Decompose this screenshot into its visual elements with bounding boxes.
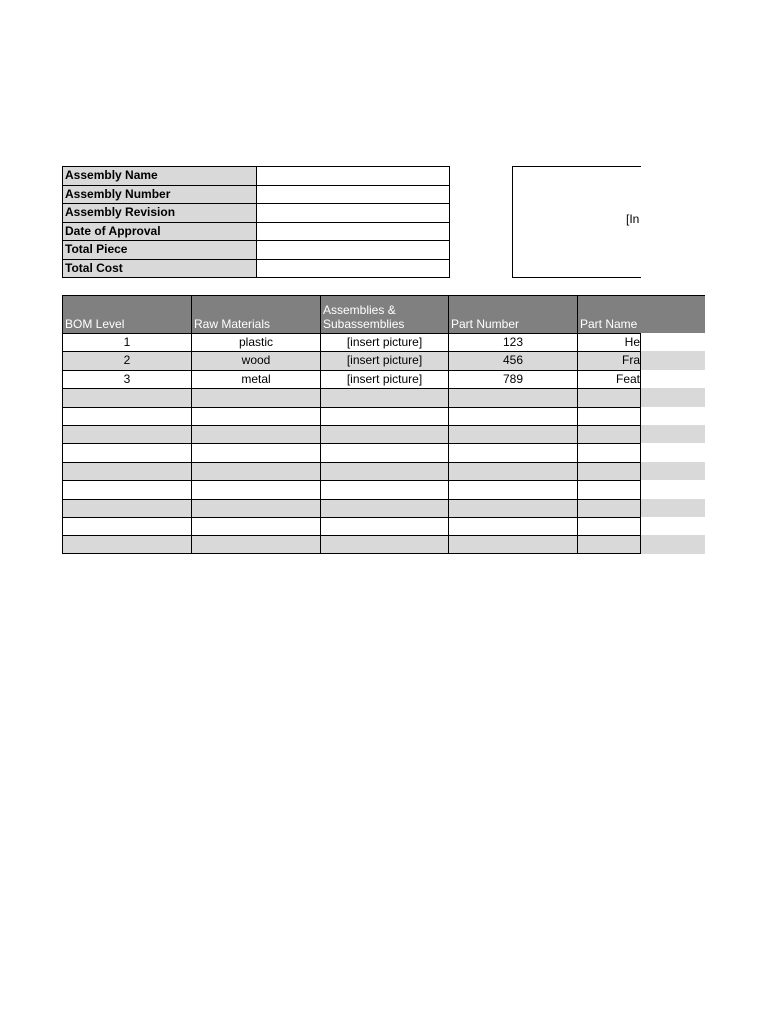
info-row: [63, 167, 450, 186]
assembly-cell[interactable]: [insert picture]: [320, 333, 448, 351]
table-row: [62, 443, 705, 461]
table-row: [62, 499, 705, 517]
part-number-cell[interactable]: 789: [448, 370, 577, 388]
assembly-cell[interactable]: [320, 499, 448, 517]
assembly-cell[interactable]: [320, 462, 448, 480]
part-name-cell[interactable]: [577, 443, 641, 461]
assembly-cell[interactable]: [320, 407, 448, 425]
row-overflow-fill: [641, 480, 705, 498]
date-of-approval-label: Date of Approval: [63, 222, 257, 241]
bom-level-cell[interactable]: [62, 443, 191, 461]
header-assemblies-line2: Subassemblies: [323, 317, 405, 331]
date-of-approval-value[interactable]: [257, 222, 450, 241]
info-row: [63, 259, 450, 278]
part-name-cell[interactable]: [577, 480, 641, 498]
bom-level-cell[interactable]: [62, 425, 191, 443]
assembly-picture-placeholder[interactable]: [512, 166, 641, 278]
bom-level-cell[interactable]: [62, 499, 191, 517]
raw-material-cell[interactable]: [191, 480, 320, 498]
raw-material-cell[interactable]: [191, 499, 320, 517]
row-overflow-fill: [641, 499, 705, 517]
row-overflow-fill: [641, 517, 705, 535]
part-name-cell[interactable]: [577, 425, 641, 443]
bom-table: [62, 295, 705, 554]
part-name-cell[interactable]: [577, 517, 641, 535]
raw-material-cell[interactable]: metal: [191, 370, 320, 388]
bom-level-cell[interactable]: [62, 407, 191, 425]
part-number-cell[interactable]: 456: [448, 351, 577, 369]
raw-material-cell[interactable]: [191, 517, 320, 535]
assembly-name-value[interactable]: [257, 167, 450, 186]
table-row: [62, 388, 705, 406]
header-overflow-fill: [641, 295, 705, 333]
info-row: [63, 241, 450, 260]
header-part-name: Part Name: [577, 295, 641, 333]
table-row: [62, 351, 705, 369]
part-number-cell[interactable]: [448, 499, 577, 517]
row-overflow-fill: [641, 462, 705, 480]
row-overflow-fill: [641, 333, 705, 351]
table-row: [62, 407, 705, 425]
bom-level-cell[interactable]: 2: [62, 351, 191, 369]
table-row: [62, 535, 705, 553]
assembly-info-table: [62, 166, 450, 278]
info-row: [63, 204, 450, 223]
part-name-cell[interactable]: [577, 535, 641, 553]
row-overflow-fill: [641, 443, 705, 461]
table-row: [62, 333, 705, 351]
part-name-cell[interactable]: He: [577, 333, 641, 351]
assembly-number-value[interactable]: [257, 185, 450, 204]
assembly-revision-value[interactable]: [257, 204, 450, 223]
info-row: [63, 185, 450, 204]
bom-level-cell[interactable]: [62, 388, 191, 406]
bom-level-cell[interactable]: [62, 480, 191, 498]
row-overflow-fill: [641, 351, 705, 369]
part-number-cell[interactable]: [448, 517, 577, 535]
info-row: [63, 222, 450, 241]
header-assemblies-line1: Assemblies &: [323, 303, 396, 317]
raw-material-cell[interactable]: [191, 443, 320, 461]
row-overflow-fill: [641, 407, 705, 425]
part-number-cell[interactable]: [448, 425, 577, 443]
part-number-cell[interactable]: 123: [448, 333, 577, 351]
part-number-cell[interactable]: [448, 462, 577, 480]
part-name-cell[interactable]: [577, 462, 641, 480]
total-piece-label: Total Piece: [63, 241, 257, 260]
bom-level-cell[interactable]: 3: [62, 370, 191, 388]
assembly-cell[interactable]: [320, 443, 448, 461]
assembly-revision-label: Assembly Revision: [63, 204, 257, 223]
row-overflow-fill: [641, 388, 705, 406]
raw-material-cell[interactable]: plastic: [191, 333, 320, 351]
bom-level-cell[interactable]: 1: [62, 333, 191, 351]
part-number-cell[interactable]: [448, 388, 577, 406]
header-bom-level: BOM Level: [62, 295, 191, 333]
raw-material-cell[interactable]: [191, 462, 320, 480]
assembly-cell[interactable]: [320, 517, 448, 535]
part-number-cell[interactable]: [448, 443, 577, 461]
raw-material-cell[interactable]: [191, 535, 320, 553]
raw-material-cell[interactable]: [191, 425, 320, 443]
bom-level-cell[interactable]: [62, 517, 191, 535]
total-cost-label: Total Cost: [63, 259, 257, 278]
part-number-cell[interactable]: [448, 535, 577, 553]
assembly-cell[interactable]: [320, 480, 448, 498]
part-name-cell[interactable]: [577, 388, 641, 406]
table-row: [62, 517, 705, 535]
assembly-number-label: Assembly Number: [63, 185, 257, 204]
bom-rows: [62, 333, 705, 554]
assembly-cell[interactable]: [320, 388, 448, 406]
table-row: [62, 425, 705, 443]
assembly-cell[interactable]: [insert picture]: [320, 351, 448, 369]
part-number-cell[interactable]: [448, 407, 577, 425]
bom-header-row: [62, 295, 705, 333]
picture-placeholder-text: [In: [626, 212, 640, 226]
raw-material-cell[interactable]: [191, 388, 320, 406]
part-name-cell[interactable]: [577, 499, 641, 517]
header-part-number: Part Number: [448, 295, 577, 333]
raw-material-cell[interactable]: wood: [191, 351, 320, 369]
table-row: [62, 370, 705, 388]
row-overflow-fill: [641, 535, 705, 553]
header-assemblies: [320, 295, 448, 333]
table-row: [62, 462, 705, 480]
total-cost-value[interactable]: [257, 259, 450, 278]
total-piece-value[interactable]: [257, 241, 450, 260]
part-number-cell[interactable]: [448, 480, 577, 498]
part-name-cell[interactable]: Feat: [577, 370, 641, 388]
header-raw-materials: Raw Materials: [191, 295, 320, 333]
assembly-cell[interactable]: [insert picture]: [320, 370, 448, 388]
part-name-cell[interactable]: [577, 407, 641, 425]
table-row: [62, 480, 705, 498]
assembly-cell[interactable]: [320, 535, 448, 553]
assembly-cell[interactable]: [320, 425, 448, 443]
assembly-name-label: Assembly Name: [63, 167, 257, 186]
row-overflow-fill: [641, 370, 705, 388]
raw-material-cell[interactable]: [191, 407, 320, 425]
bom-level-cell[interactable]: [62, 535, 191, 553]
row-overflow-fill: [641, 425, 705, 443]
bom-level-cell[interactable]: [62, 462, 191, 480]
part-name-cell[interactable]: Fra: [577, 351, 641, 369]
